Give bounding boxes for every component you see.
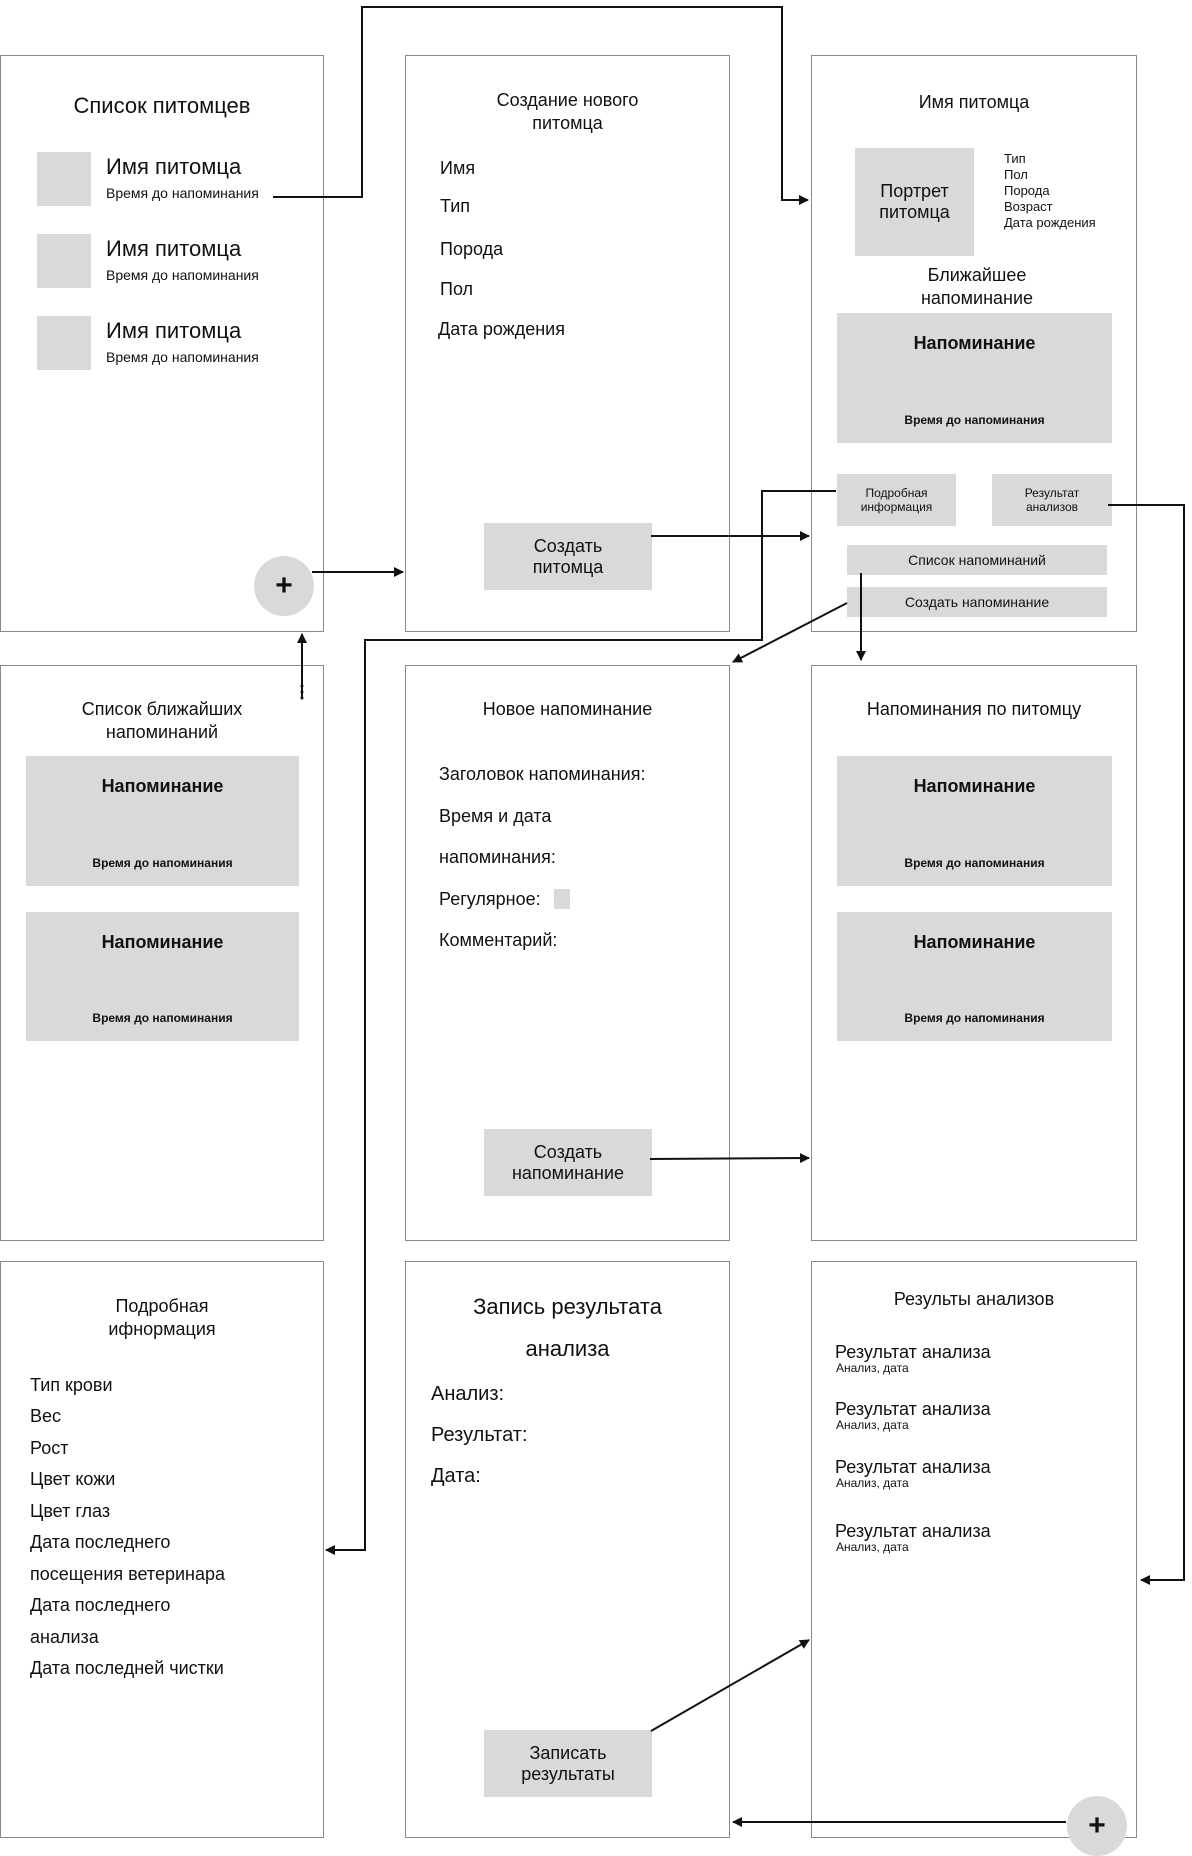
reminder-title: Напоминание: [913, 776, 1036, 796]
screen-pet-list: [0, 55, 324, 632]
reminder-card[interactable]: [837, 313, 1112, 443]
field-label[interactable]: Комментарий:: [439, 930, 558, 950]
reminder-card[interactable]: [837, 912, 1112, 1041]
field-label[interactable]: Пол: [440, 279, 474, 299]
page-title: Напоминания по питомцу: [866, 699, 1082, 719]
screen-record-result: [405, 1261, 730, 1838]
create-reminder-button[interactable]: Создать напоминание: [847, 587, 1107, 617]
detail-field: Тип крови: [30, 1375, 113, 1395]
pet-reminder-time: Время до напоминания: [106, 267, 259, 283]
detail-field: Дата последнего: [30, 1595, 171, 1615]
screen-new-reminder: [405, 665, 730, 1241]
page-title: Подробная ифнормация: [108, 1296, 216, 1340]
field-label[interactable]: Время и дата: [439, 806, 552, 826]
field-label[interactable]: Дата:: [431, 1465, 481, 1487]
details-button[interactable]: Подробная информация: [837, 474, 956, 526]
page-title: Список питомцев: [73, 93, 251, 118]
page-title: Новое напоминание: [482, 699, 653, 719]
detail-field: посещения ветеринара: [30, 1564, 225, 1584]
field-label: напоминания:: [439, 847, 556, 867]
pet-name[interactable]: Имя питомца: [106, 154, 242, 179]
reminder-card[interactable]: [26, 756, 299, 886]
pet-info-type: Тип: [1004, 151, 1026, 166]
create-pet-button[interactable]: Создать питомца: [484, 523, 652, 590]
pet-info-age: Возраст: [1004, 199, 1053, 214]
pet-reminder-time: Время до напоминания: [106, 185, 259, 201]
detail-field: Дата последней чистки: [30, 1658, 224, 1678]
result-name[interactable]: Результат анализа: [835, 1457, 991, 1477]
result-sub: Анализ, дата: [836, 1361, 909, 1375]
page-title: Запись результата анализа: [473, 1294, 662, 1361]
pet-name[interactable]: Имя питомца: [106, 318, 242, 343]
detail-field: Цвет глаз: [30, 1501, 111, 1521]
page-title: Имя питомца: [918, 92, 1030, 112]
results-button[interactable]: Результат анализов: [992, 474, 1112, 526]
pet-info-birthdate: Дата рождения: [1004, 215, 1096, 230]
detail-field: Цвет кожи: [30, 1469, 116, 1489]
screen-create-pet: [405, 55, 730, 632]
screen-details: [0, 1261, 324, 1838]
detail-field: Вес: [30, 1406, 62, 1426]
detail-field: Рост: [30, 1438, 69, 1458]
field-label: Регулярное:: [439, 889, 541, 909]
screen-nearest-reminders: [0, 665, 324, 1241]
reminder-title: Напоминание: [913, 932, 1036, 952]
pet-portrait: Портрет питомца: [855, 148, 974, 256]
pet-avatar: [37, 234, 91, 288]
reminder-card[interactable]: [837, 756, 1112, 886]
pet-avatar: [37, 316, 91, 370]
pet-name[interactable]: Имя питомца: [106, 236, 242, 261]
result-name[interactable]: Результат анализа: [835, 1342, 991, 1362]
result-sub: Анализ, дата: [836, 1540, 909, 1554]
create-reminder-submit-button[interactable]: Создать напоминание: [484, 1129, 652, 1196]
reminder-list-button[interactable]: Список напоминаний: [847, 545, 1107, 575]
reminder-time: Время до напоминания: [904, 413, 1045, 427]
field-label[interactable]: Анализ:: [431, 1383, 505, 1405]
reminder-title: Напоминание: [913, 333, 1036, 353]
page-title: Создание нового питомца: [496, 90, 639, 134]
reminder-title: Напоминание: [101, 776, 224, 796]
result-name[interactable]: Результат анализа: [835, 1521, 991, 1541]
field-label[interactable]: Имя: [440, 158, 476, 178]
field-label[interactable]: Дата рождения: [438, 319, 565, 339]
screen-pet-reminders: [811, 665, 1137, 1241]
regular-checkbox[interactable]: [554, 889, 570, 909]
reminder-time: Время до напоминания: [904, 1011, 1045, 1025]
field-label[interactable]: Порода: [440, 239, 504, 259]
save-results-button[interactable]: Записать результаты: [484, 1730, 652, 1797]
reminder-time: Время до напоминания: [904, 856, 1045, 870]
add-pet-button[interactable]: +: [254, 556, 314, 616]
reminder-time: Время до напоминания: [92, 856, 233, 870]
page-title: Список ближайших напоминаний: [81, 699, 243, 743]
screen-results: [811, 1261, 1137, 1842]
pet-reminder-time: Время до напоминания: [106, 349, 259, 365]
nearest-reminder-title: Ближайшее напоминание: [920, 265, 1034, 308]
reminder-title: Напоминание: [101, 932, 224, 952]
pet-avatar: [37, 152, 91, 206]
detail-field: анализа: [30, 1627, 99, 1647]
add-result-button[interactable]: +: [1067, 1796, 1127, 1856]
result-sub: Анализ, дата: [836, 1418, 909, 1432]
result-sub: Анализ, дата: [836, 1476, 909, 1490]
field-label[interactable]: Результат:: [431, 1424, 528, 1446]
screen-pet-profile: [811, 55, 1137, 632]
pet-info-sex: Пол: [1004, 167, 1028, 182]
field-label[interactable]: Тип: [440, 196, 471, 216]
result-name[interactable]: Результат анализа: [835, 1399, 991, 1419]
detail-field: Дата последнего: [30, 1532, 171, 1552]
reminder-card[interactable]: [26, 912, 299, 1041]
page-title: Результы анализов: [893, 1289, 1055, 1309]
reminder-time: Время до напоминания: [92, 1011, 233, 1025]
pet-info-breed: Порода: [1004, 183, 1050, 198]
field-label[interactable]: Заголовок напоминания:: [439, 764, 646, 784]
